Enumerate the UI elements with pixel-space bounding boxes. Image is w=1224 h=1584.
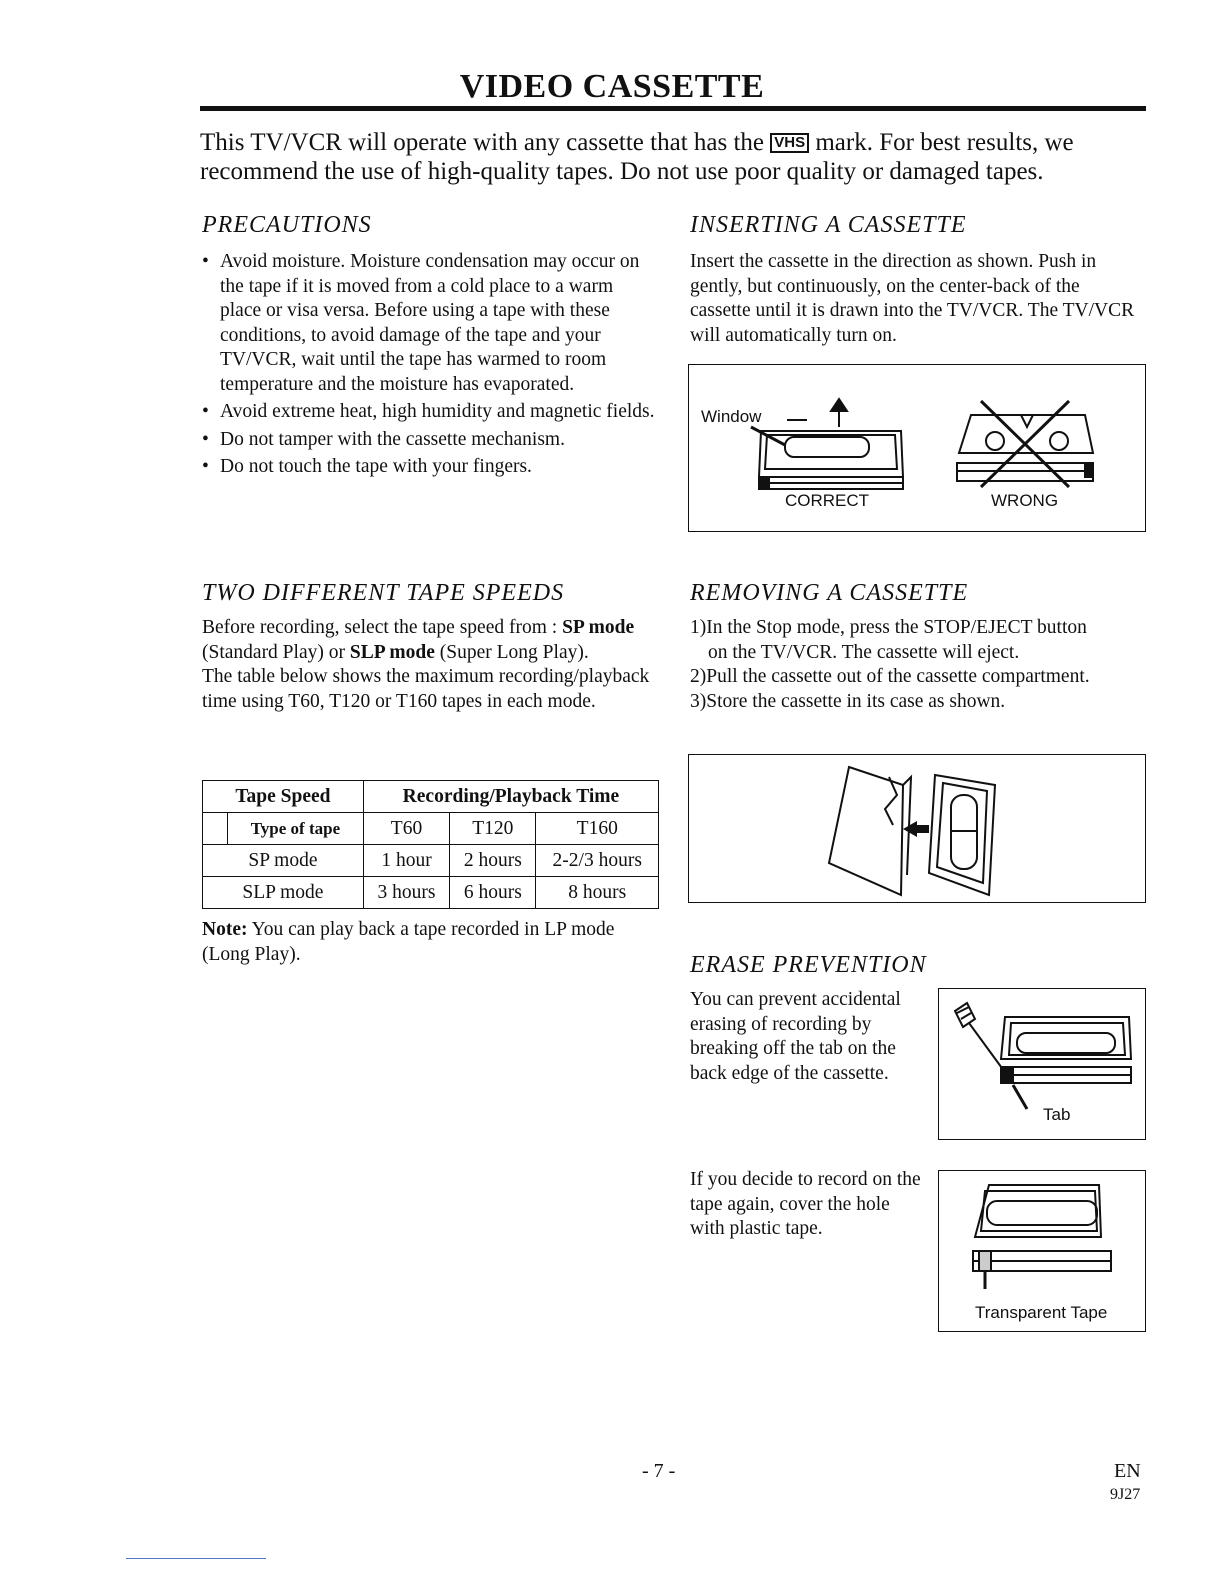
cassette-icon — [929, 775, 995, 895]
inserting-text: Insert the cassette in the direction as shown. Push in gently, but continuously, on the center-back of the cassette until it is drawn into the TV/VCR. The TV/VCR will automatically turn on. — [690, 251, 1135, 346]
title-rule — [200, 106, 1146, 111]
intro-paragraph — [200, 128, 1150, 186]
page-title: VIDEO CASSETTE — [459, 68, 765, 105]
tape-type-cell: T60 — [363, 813, 449, 845]
mode-cell: SP mode — [203, 845, 364, 877]
removing-step-3: 3)Store the cassette in its case as shown. — [690, 690, 1006, 712]
wrong-label: WRONG — [991, 491, 1059, 510]
tape-speed-table — [202, 780, 659, 909]
removing-step-1b: on the TV/VCR. The cassette will eject. — [708, 641, 1020, 663]
note-label: Note: — [202, 919, 248, 940]
intro-text-after: mark. For best results, we recommend the use of high-quality tapes. Do not use poor quality or damaged tapes. — [200, 129, 1074, 185]
slp-mode-term: SLP mode — [349, 641, 435, 663]
transparent-tape-label: Transparent Tape — [975, 1303, 1108, 1322]
cassette-icon — [973, 1185, 1111, 1271]
insert-arrow-icon — [787, 399, 847, 427]
sp-mode-term: SP mode — [562, 617, 635, 638]
precautions-list — [202, 250, 657, 480]
erase-figure-tab — [938, 988, 1146, 1140]
time-cell: 3 hours — [363, 877, 449, 909]
removing-step-1a: 1)In the Stop mode, press the STOP/EJECT button — [690, 617, 1087, 638]
note-text: You can play back a tape recorded in LP mode (Long Play). — [202, 919, 615, 965]
inserting-heading: INSERTING A CASSETTE — [690, 212, 967, 238]
speeds-note — [202, 918, 657, 967]
speeds-p1-a: Before recording, select the tape speed from : — [202, 617, 563, 638]
tab-label: Tab — [1043, 1105, 1071, 1124]
table-header-row — [203, 781, 659, 813]
removing-step-2: 2)Pull the cassette out of the cassette compartment. — [690, 666, 1090, 687]
time-cell: 2 hours — [450, 845, 536, 877]
removing-steps — [690, 616, 1145, 714]
page-number: - 7 - — [642, 1460, 676, 1482]
cassette-icon — [1001, 1017, 1131, 1083]
table-row — [203, 877, 659, 909]
speeds-paragraph-2: The table below shows the maximum recording/playback time using T60, T120 or T160 tapes in each mode. — [202, 666, 650, 712]
precaution-item: • Do not tamper with the cassette mechanism. — [202, 428, 657, 453]
speeds-paragraph-1 — [202, 616, 657, 665]
footer-rule — [126, 1558, 266, 1559]
precaution-item: • Avoid moisture. Moisture condensation may occur on the tape if it is moved from a cold place to a warm place or visa versa. Before using a tape with these conditions, to avoid damage of the tape and your TV/VCR, wait until the tape has warmed to room temperature and the moisture has evaporated. — [202, 250, 657, 397]
speeds-text — [202, 616, 657, 714]
cassette-insert-illustration — [689, 365, 1145, 531]
speeds-p1-c: (Super Long Play). — [434, 641, 589, 663]
tape-type-cell: T120 — [450, 813, 536, 845]
tape-type-cell: T160 — [536, 813, 659, 845]
correct-label: CORRECT — [785, 491, 870, 510]
blank-cell — [203, 813, 228, 845]
removing-figure — [688, 754, 1146, 903]
speeds-p1-b: (Standard Play) or — [202, 641, 350, 663]
document-code: 9J27 — [1110, 1486, 1141, 1503]
wrong-cross-icon — [981, 401, 1069, 487]
col-recording-time: Recording/Playback Time — [363, 781, 658, 813]
inserting-figure — [688, 364, 1146, 532]
correct-cassette-icon — [759, 431, 903, 489]
table-tape-row — [203, 813, 659, 845]
cassette-case-icon — [829, 767, 911, 895]
mode-cell: SLP mode — [203, 877, 364, 909]
language-code: EN — [1114, 1460, 1141, 1482]
precaution-item: • Avoid extreme heat, high humidity and magnetic fields. — [202, 400, 657, 425]
arrow-left-icon — [903, 821, 929, 837]
speeds-heading: TWO DIFFERENT TAPE SPEEDS — [202, 580, 565, 606]
tab-pointer — [1013, 1085, 1027, 1109]
erase-text-1: You can prevent accidental erasing of recording by breaking off the tab on the back edge of the cassette. — [690, 989, 901, 1084]
break-tab-illustration — [939, 989, 1145, 1139]
type-of-tape-label: Type of tape — [228, 813, 364, 845]
erase-figure-tape — [938, 1170, 1146, 1332]
screwdriver-icon — [955, 1003, 1007, 1075]
cassette-case-illustration — [689, 755, 1145, 902]
precautions-heading: PRECAUTIONS — [202, 212, 372, 238]
erase-heading: ERASE PREVENTION — [690, 952, 927, 978]
time-cell: 6 hours — [450, 877, 536, 909]
table-row — [203, 845, 659, 877]
time-cell: 1 hour — [363, 845, 449, 877]
window-label: Window — [701, 407, 762, 426]
time-cell: 8 hours — [536, 877, 659, 909]
removing-heading: REMOVING A CASSETTE — [690, 580, 969, 606]
wrong-cassette-icon — [957, 415, 1093, 481]
precaution-item: • Do not touch the tape with your fingers. — [202, 455, 657, 480]
col-tape-speed: Tape Speed — [203, 781, 364, 813]
intro-text-before: This TV/VCR will operate with any cassette that has the — [200, 129, 765, 156]
erase-text-2: If you decide to record on the tape again, cover the hole with plastic tape. — [690, 1169, 921, 1239]
vhs-mark-icon: VHS — [770, 133, 809, 153]
time-cell: 2-2/3 hours — [536, 845, 659, 877]
